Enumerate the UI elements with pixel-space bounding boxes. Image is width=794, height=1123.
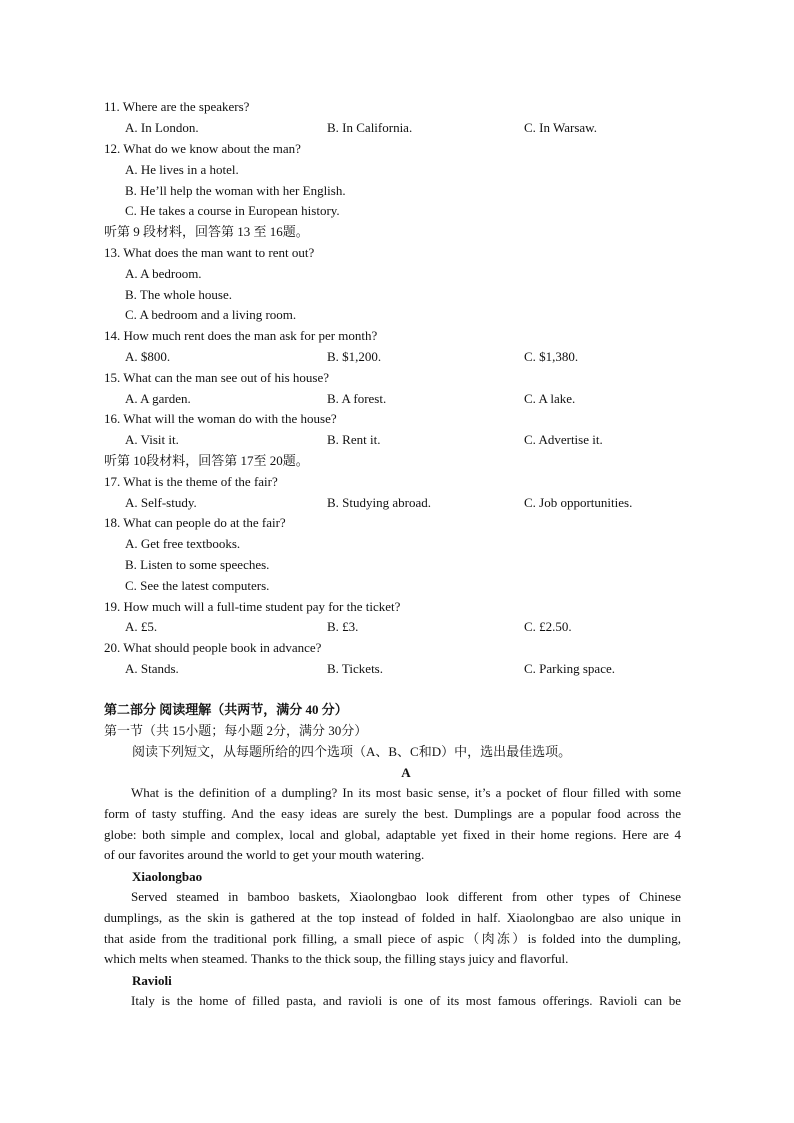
- passage-intro-line: of our favorites around the world to get your mouth watering.: [104, 847, 425, 863]
- question-11-stem: 11. Where are the speakers?: [104, 99, 250, 114]
- question-19-option-b: B. £3.: [327, 619, 359, 634]
- passage-label: A: [401, 765, 411, 780]
- part2-title: 第二部分 阅读理解（共两节，满分 40 分）: [104, 702, 348, 717]
- question-18-option-a: A. Get free textbooks.: [125, 536, 241, 551]
- passage-intro-line: form of tasty stuffing. And the easy ideas are surely the best. Dumplings are a popular food across the: [104, 805, 681, 821]
- question-14-stem: 14. How much rent does the man ask for per month?: [104, 328, 378, 343]
- section-heading-ravioli: Ravioli: [132, 973, 172, 988]
- question-13-option-a: A. A bedroom.: [125, 266, 202, 281]
- question-16-stem: 16. What will the woman do with the house?: [104, 411, 337, 426]
- passage-intro-line: What is the definition of a dumpling? In its most basic sense, it’s a pocket of flour filled with some: [131, 785, 681, 800]
- xiaolongbao-line: dumplings, as the skin is gathered at the top instead of folded in half. Xiaolongbao are also unique in: [104, 909, 681, 925]
- question-17-stem: 17. What is the theme of the fair?: [104, 474, 278, 489]
- segment-10-instruction: 听第 10段材料，回答第 17至 20题。: [104, 453, 309, 468]
- question-11-option-c: C. In Warsaw.: [524, 120, 597, 135]
- question-18-option-b: B. Listen to some speeches.: [125, 557, 270, 572]
- question-19-option-c: C. £2.50.: [524, 619, 572, 634]
- question-11-option-b: B. In California.: [327, 120, 413, 135]
- xiaolongbao-line: which melts when steamed. Thanks to the thick soup, the filling stays juicy and flavorful.: [104, 951, 569, 967]
- xiaolongbao-line: Served steamed in bamboo baskets, Xiaolongbao look different from other types of Chinese: [131, 889, 681, 904]
- question-20-option-b: B. Tickets.: [327, 661, 383, 676]
- question-19-option-a: A. £5.: [125, 619, 158, 634]
- question-16-option-b: B. Rent it.: [327, 432, 381, 447]
- ravioli-paragraph: [104, 991, 681, 1012]
- ravioli-line: Italy is the home of filled pasta, and ravioli is one of its most famous offerings. Ravioli can be: [131, 993, 681, 1008]
- question-17-option-b: B. Studying abroad.: [327, 495, 431, 510]
- section-heading-xiaolongbao: Xiaolongbao: [132, 869, 203, 884]
- passage-intro-line: globe: both simple and complex, local and global, adaptable yet fixed in their home regions. Here are 4: [104, 826, 681, 842]
- question-13-stem: 13. What does the man want to rent out?: [104, 245, 315, 260]
- question-14-option-c: C. $1,380.: [524, 349, 579, 364]
- question-20-stem: 20. What should people book in advance?: [104, 640, 322, 655]
- question-17-option-c: C. Job opportunities.: [524, 495, 633, 510]
- question-12-option-a: A. He lives in a hotel.: [125, 162, 239, 177]
- question-18-option-c: C. See the latest computers.: [125, 578, 270, 593]
- question-18-stem: 18. What can people do at the fair?: [104, 515, 286, 530]
- part2-directions: 阅读下列短文，从每题所给的四个选项（A、B、C和D）中，选出最佳选项。: [132, 744, 572, 759]
- question-20-option-c: C. Parking space.: [524, 661, 615, 676]
- question-17-option-a: A. Self-study.: [125, 495, 197, 510]
- question-11-option-a: A. In London.: [125, 120, 199, 135]
- question-19-stem: 19. How much will a full-time student pay for the ticket?: [104, 599, 401, 614]
- question-12-stem: 12. What do we know about the man?: [104, 141, 301, 156]
- xiaolongbao-paragraph: [104, 887, 681, 970]
- part2-section1: 第一节（共 15小题；每小题 2分，满分 30分）: [104, 723, 368, 738]
- question-14-option-b: B. $1,200.: [327, 349, 382, 364]
- question-15-option-c: C. A lake.: [524, 391, 576, 406]
- segment-9-instruction: 听第 9 段材料，回答第 13 至 16题。: [104, 224, 309, 239]
- question-14-option-a: A. $800.: [125, 349, 171, 364]
- question-16-option-a: A. Visit it.: [125, 432, 179, 447]
- question-16-option-c: C. Advertise it.: [524, 432, 603, 447]
- question-20-option-a: A. Stands.: [125, 661, 179, 676]
- question-15-option-a: A. A garden.: [125, 391, 191, 406]
- passage-intro: [104, 783, 681, 866]
- question-12-option-c: C. He takes a course in European history.: [125, 203, 340, 218]
- xiaolongbao-line: that aside from the traditional pork filling, a small piece of aspic（肉冻）is folded into the dumpling,: [104, 930, 681, 946]
- question-15-stem: 15. What can the man see out of his house?: [104, 370, 330, 385]
- question-15-option-b: B. A forest.: [327, 391, 387, 406]
- question-13-option-b: B. The whole house.: [125, 287, 232, 302]
- question-12-option-b: B. He’ll help the woman with her English.: [125, 183, 346, 198]
- question-13-option-c: C. A bedroom and a living room.: [125, 307, 297, 322]
